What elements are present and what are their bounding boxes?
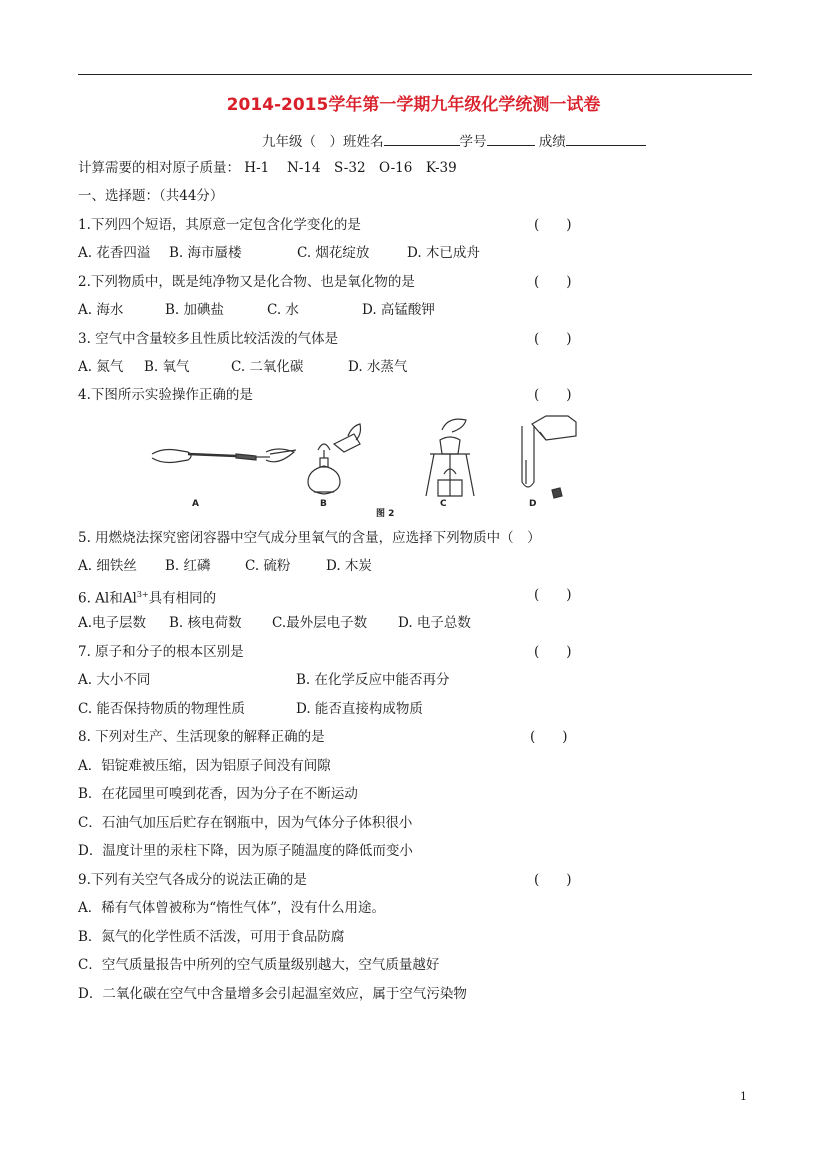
question-3-stem: 3. 空气中含量较多且性质比较活泼的气体是 [78, 331, 339, 347]
name-blank[interactable] [384, 131, 460, 146]
q6-stem-part1: 6. Al和Al [78, 590, 137, 607]
q7-option-b: B. 在化学反应中能否再分 [296, 672, 450, 688]
q7-option-d: D. 能否直接构成物质 [296, 701, 423, 717]
figure-label-a: A [192, 499, 199, 509]
question-7-stem: 7. 原子和分子的根本区别是 [78, 644, 244, 660]
figure-label-c: C [440, 499, 447, 509]
q3-option-d: D. 水蒸气 [348, 359, 408, 375]
figure-d-test-tube [522, 416, 576, 498]
q5-option-b: B. 红磷 [165, 558, 211, 574]
q3-option-b: B. 氧气 [144, 359, 190, 375]
q1-option-b: B. 海市蜃楼 [169, 245, 242, 261]
q2-option-b: B. 加碘盐 [165, 302, 225, 318]
score-label: 成绩 [538, 134, 566, 150]
figure-c-tripod-heating [426, 419, 474, 496]
atomic-mass-line: 计算需要的相对原子质量： H-1 N-14 S-32 O-16 K-39 [78, 160, 457, 176]
q1-option-a: A. 花香四溢 [78, 245, 151, 261]
q9-option-b: B．氮气的化学性质不活泼，可用于食品防腐 [78, 929, 345, 945]
answer-bracket-1[interactable]: ( ) [534, 217, 572, 233]
q8-option-b: B．在花园里可嗅到花香，因为分子在不断运动 [78, 786, 358, 802]
lab-operations-figure [148, 410, 588, 520]
q2-option-d: D. 高锰酸钾 [362, 302, 435, 318]
q7-option-c: C. 能否保持物质的物理性质 [78, 701, 245, 717]
q5-option-d: D. 木炭 [326, 558, 372, 574]
q7-option-a: A. 大小不同 [78, 672, 151, 688]
section-heading: 一、选择题：（共44分） [78, 188, 224, 204]
answer-bracket-6[interactable]: ( ) [534, 587, 572, 603]
q6-option-b: B. 核电荷数 [169, 615, 242, 631]
score-blank[interactable] [566, 131, 646, 146]
question-1-stem: 1.下列四个短语，其原意一定包含化学变化的是 [78, 217, 361, 233]
question-9-stem: 9.下列有关空气各成分的说法正确的是 [78, 872, 307, 888]
q1-option-c: C. 烟花绽放 [297, 245, 370, 261]
answer-bracket-4[interactable]: ( ) [534, 387, 572, 403]
question-2-stem: 2.下列物质中，既是纯净物又是化合物、也是氧化物的是 [78, 274, 415, 290]
q2-option-a: A. 海水 [78, 302, 124, 318]
question-8-stem: 8. 下列对生产、生活现象的解释正确的是 [78, 729, 325, 745]
q6-option-d: D. 电子总数 [398, 615, 471, 631]
q8-option-d: D．温度计里的汞柱下降，因为原子随温度的降低而变小 [78, 843, 413, 859]
q3-option-a: A. 氮气 [78, 359, 124, 375]
figure-caption: 图 2 [376, 509, 395, 519]
q1-option-d: D. 木已成舟 [407, 245, 480, 261]
q3-option-c: C. 二氧化碳 [231, 359, 304, 375]
answer-bracket-3[interactable]: ( ) [534, 331, 572, 347]
answer-bracket-7[interactable]: ( ) [534, 644, 572, 660]
q8-option-a: A．铝锭难被压缩，因为铝原子间没有间隙 [78, 758, 331, 774]
q8-option-c: C．石油气加压后贮存在钢瓶中，因为气体分子体积很小 [78, 815, 413, 831]
q6-option-a: A.电子层数 [78, 615, 147, 631]
page-number: 1 [740, 1090, 747, 1103]
answer-bracket-9[interactable]: ( ) [534, 872, 572, 888]
q6-stem-part2: 具有相同的 [148, 590, 217, 607]
page-title: 2014-2015学年第一学期九年级化学统测一试卷 [226, 95, 601, 115]
q6-option-c: C.最外层电子数 [272, 615, 368, 631]
answer-bracket-2[interactable]: ( ) [534, 274, 572, 290]
answer-bracket-8[interactable]: ( ) [530, 729, 568, 745]
q5-option-c: C. 硫粉 [245, 558, 291, 574]
number-blank[interactable] [487, 131, 535, 146]
question-6-stem [78, 586, 216, 608]
q9-option-c: C．空气质量报告中所列的空气质量级别越大，空气质量越好 [78, 957, 440, 973]
q5-option-a: A. 细铁丝 [78, 558, 137, 574]
figure-a-tube-connection [152, 449, 296, 463]
figure-b-alcohol-lamp [308, 424, 361, 494]
question-4-stem: 4.下图所示实验操作正确的是 [78, 387, 253, 403]
grade-label: 九年级（ ）班姓名 [262, 134, 384, 150]
q9-option-a: A．稀有气体曾被称为“惰性气体”，没有什么用途。 [78, 900, 386, 916]
q9-option-d: D．二氧化碳在空气中含量增多会引起温室效应，属于空气污染物 [78, 986, 467, 1002]
student-info-line [262, 131, 646, 151]
top-rule [78, 74, 752, 75]
q2-option-c: C. 水 [267, 302, 299, 318]
number-label: 学号 [459, 134, 487, 150]
question-5-stem: 5. 用燃烧法探究密闭容器中空气成分里氧气的含量，应选择下列物质中（ ） [78, 530, 541, 546]
q6-superscript: 3+ [136, 590, 149, 599]
figure-label-b: B [320, 499, 327, 509]
figure-label-d: D [529, 499, 537, 509]
